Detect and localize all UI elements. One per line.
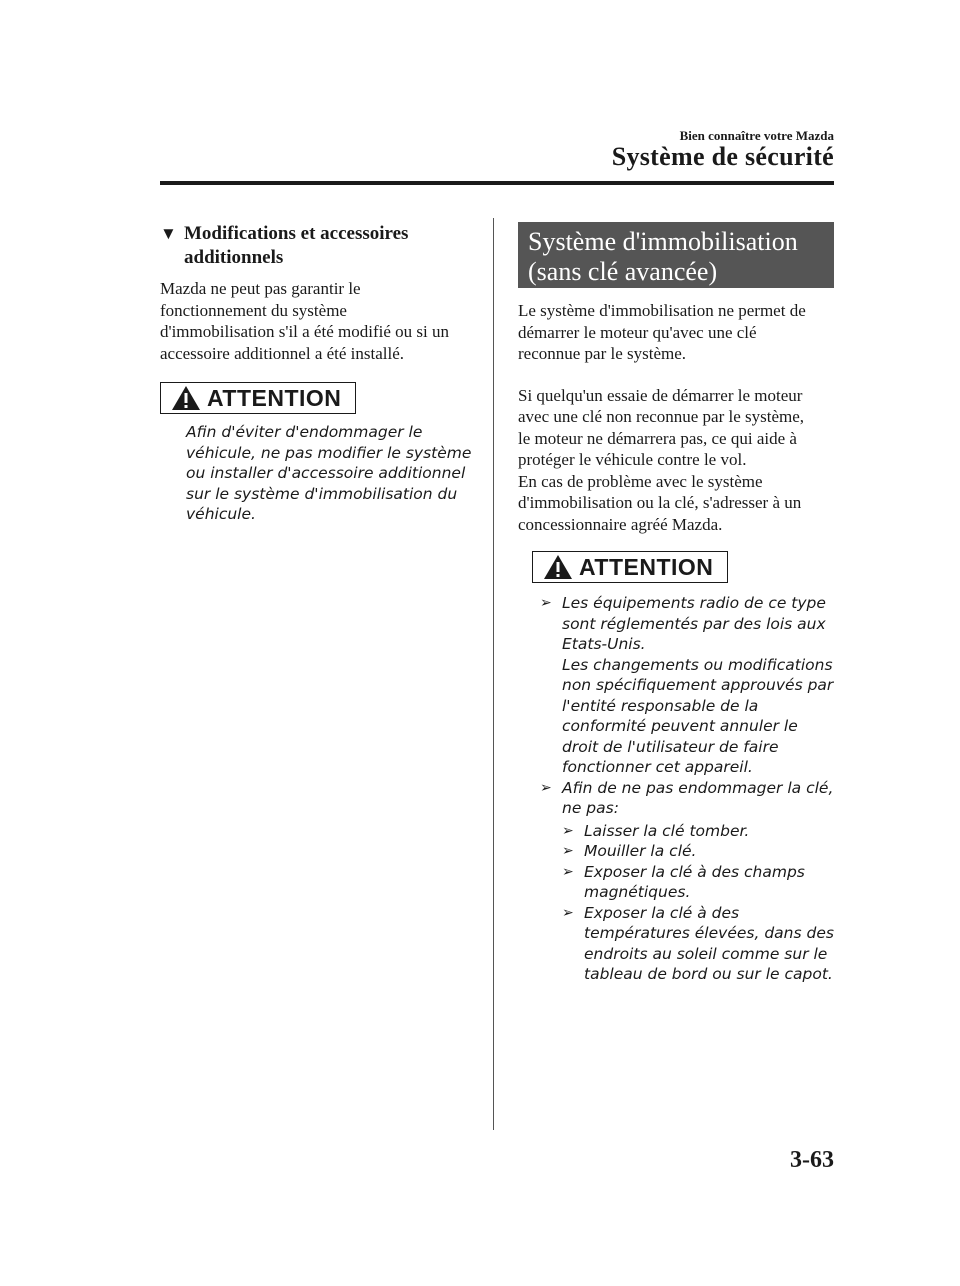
attention-text-line: véhicule.: [186, 505, 256, 523]
intro-line: reconnue par le système.: [518, 344, 687, 363]
section-title-line1: Système d'immobilisation: [528, 227, 798, 256]
attention-box-left: [160, 382, 356, 414]
list-item-line: Etats-Unis.: [562, 635, 646, 653]
list-item-line: Les changements ou modifications: [562, 655, 833, 674]
list-item-line: non spécifiquement approuvés par: [562, 676, 834, 694]
list-item-line: conformité peuvent annuler le: [562, 717, 798, 735]
detail-line: d'immobilisation ou la clé, s'adresser à un: [518, 493, 802, 512]
attention-label: ATTENTION: [579, 553, 714, 580]
attention-text-line: Afin d'éviter d'endommager le: [186, 423, 423, 441]
list-item-line: fonctionner cet appareil.: [562, 758, 753, 776]
attention-text-line: véhicule, ne pas modifier le système: [186, 443, 472, 462]
subsection-heading-line2: additionnels: [184, 247, 284, 268]
list-item-line: Les équipements radio de ce type: [562, 594, 826, 612]
detail-line: avec une clé non reconnue par le système,: [518, 407, 805, 426]
sub-list-item: [562, 821, 834, 842]
left-paragraph-line: Mazda ne peut pas garantir le: [160, 279, 361, 298]
arrow-bullet-icon: ➢: [540, 779, 552, 796]
detail-line: concessionnaire agréé Mazda.: [518, 514, 723, 534]
arrow-bullet-icon: ➢: [540, 595, 552, 611]
right-column: [518, 222, 834, 985]
section-title-line2: (sans clé avancée): [528, 257, 718, 286]
sub-list-item-line: Laisser la clé tomber.: [584, 821, 750, 840]
sub-list-item-line: Mouiller la clé.: [584, 842, 697, 860]
sub-list-item-line: endroits au soleil comme sur le: [584, 944, 828, 963]
intro-paragraph: [518, 300, 834, 365]
attention-text-left: [186, 422, 472, 525]
left-column: [160, 222, 472, 525]
detail-line: Si quelqu'un essaie de démarrer le moteur: [518, 385, 803, 405]
list-item-line: sont réglementés par des lois aux: [562, 614, 826, 633]
left-paragraph: [160, 278, 472, 364]
header-rule: [160, 181, 834, 185]
detail-line: le moteur ne démarrera pas, ce qui aide à: [518, 428, 797, 448]
detail-line: protéger le véhicule contre le vol.: [518, 450, 747, 469]
chapter-title: Système de sécurité: [611, 142, 834, 171]
detail-line: En cas de problème avec le système: [518, 471, 763, 491]
intro-line: démarrer le moteur qu'avec une clé: [518, 322, 757, 342]
arrow-bullet-icon: ➢: [562, 904, 574, 921]
triangle-down-icon: ▼: [160, 224, 177, 243]
warning-icon: [171, 385, 201, 411]
detail-paragraph: [518, 385, 834, 536]
attention-box-right: [532, 551, 728, 583]
subsection-heading-line1: Modifications et accessoires: [184, 223, 409, 244]
left-paragraph-line: accessoire additionnel a été installé.: [160, 343, 405, 363]
left-paragraph-line: fonctionnement du système: [160, 300, 347, 320]
sub-list-item: [562, 862, 834, 903]
list-item-line: l'entité responsable de la: [562, 696, 759, 715]
subsection-heading: [160, 222, 472, 270]
page-number: 3-63: [790, 1147, 834, 1173]
sub-list-item-line: températures élevées, dans des: [584, 924, 834, 942]
sub-list-item-line: Exposer la clé à des champs: [584, 862, 805, 881]
section-title-box: [518, 222, 834, 288]
sub-list-item-line: tableau de bord ou sur le capot.: [584, 965, 833, 983]
attention-text-line: sur le système d'immobilisation du: [186, 484, 458, 503]
list-item-line: ne pas:: [562, 799, 619, 817]
intro-line: Le système d'immobilisation ne permet de: [518, 301, 806, 320]
arrow-bullet-icon: ➢: [562, 843, 574, 859]
column-divider: [493, 218, 494, 1130]
sub-list: [562, 821, 834, 985]
sub-list-item-line: Exposer la clé à des: [584, 903, 740, 922]
attention-label: ATTENTION: [207, 384, 342, 411]
list-item-line: Afin de ne pas endommager la clé,: [562, 778, 834, 797]
attention-text-line: ou installer d'accessoire additionnel: [186, 464, 466, 482]
attention-list: [540, 593, 834, 985]
arrow-bullet-icon: ➢: [562, 863, 574, 880]
warning-icon: [543, 554, 573, 580]
chapter-subtitle: Bien connaître votre Mazda: [679, 128, 834, 143]
sub-list-item: [562, 841, 834, 862]
left-paragraph-line: d'immobilisation s'il a été modifié ou si un: [160, 322, 449, 341]
sub-list-item-line: magnétiques.: [584, 883, 691, 901]
list-item: [540, 593, 834, 778]
list-item-line: droit de l'utilisateur de faire: [562, 737, 779, 756]
sub-list-item: [562, 903, 834, 985]
arrow-bullet-icon: ➢: [562, 822, 574, 839]
list-item: [540, 778, 834, 985]
